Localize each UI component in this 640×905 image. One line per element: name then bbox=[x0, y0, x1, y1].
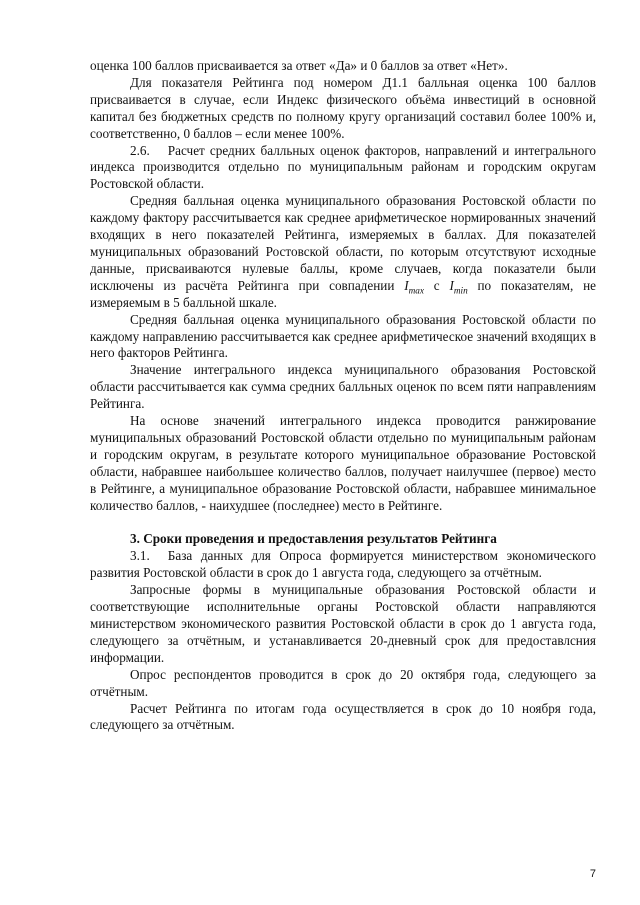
paragraph-survey-deadline: Опрос респондентов проводится в срок до 20 октября года, следующего за отчётным. bbox=[90, 666, 596, 699]
paragraph-text: Средняя балльная оценка муниципального образования Ростовской области по каждому фактору рассчитывается как среднее арифметическое нормированных значений входящих в него показателей Рейтинга, измеряемых в баллах. Для показателей муниципальных образований Ростовской области, по которым отсутствуют исходные данные, присваиваются нулевые баллы, кроме случаев, когда показатели были исключены из расчёта Рейтинга при совпадении bbox=[90, 193, 596, 293]
paragraph-factor-score bbox=[90, 193, 596, 311]
paragraph-integral-index: Значение интегрального индекса муниципального образования Ростовской области рассчитывается как сумма средних балльных оценок по всем пяти направлениям Рейтинга. bbox=[90, 362, 596, 412]
paragraph-request-forms: Запросные формы в муниципальные образования Ростовской области и соответствующие исполнительные органы Ростовской области направляются министерством экономического развития Ростовской области в срок до 1 августа года, следующего за отчётным, и устанавливается 20-дневный срок для предоставлсния информации. bbox=[90, 582, 596, 665]
paragraph-ranking: На основе значений интегрального индекса проводится ранжирование муниципальных образований Ростовской области отдельно по муниципальным районам и городским округам, в результате которого муниципальное образование Ростовской области, набравшее наибольшее количество баллов, получает наилучшее (первое) место в Рейтинге, а муниципальное образование Ростовской области, набравшее минимальное количество баллов, - наихудшее (последнее) место в Рейтинге. bbox=[90, 413, 596, 513]
paragraph-2-6 bbox=[90, 143, 596, 194]
clause-text: База данных для Опроса формируется министерством экономического развития Ростовской области в срок до 1 августа года, следующего за отчётным. bbox=[90, 548, 596, 581]
section-heading: 3. Сроки проведения и предоставления результатов Рейтинга bbox=[130, 531, 497, 547]
variable-i-min bbox=[449, 277, 468, 296]
paragraph-direction-score: Средняя балльная оценка муниципального образования Ростовской области по каждому направлению рассчитывается как среднее арифметическое значений входящих в него факторов Рейтинга. bbox=[90, 311, 596, 361]
variable-subscript: max bbox=[408, 285, 424, 296]
variable-symbol: I bbox=[449, 277, 454, 293]
clause-number: 2.6. bbox=[130, 142, 150, 158]
variable-symbol: I bbox=[404, 277, 409, 293]
paragraph-text: с bbox=[424, 277, 450, 293]
page-number: 7 bbox=[589, 868, 596, 880]
paragraph-3-1 bbox=[90, 548, 596, 582]
document-body bbox=[90, 58, 596, 734]
paragraph-continuation: оценка 100 баллов присваивается за ответ «Да» и 0 баллов за ответ «Нет». bbox=[90, 58, 508, 73]
variable-i-max bbox=[404, 277, 424, 296]
paragraph-d11-rule: Для показателя Рейтинга под номером Д1.1 балльная оценка 100 баллов присваивается в случае, если Индекс физического объёма инвестиций в основной капитал без бюджетных средств по полному кругу организаций составил более 100% и, соответственно, 0 баллов – если менее 100%. bbox=[90, 74, 596, 141]
clause-text: Расчет средних балльных оценок факторов, направлений и интегрального индекса производится отдельно по муниципальным районам и городским округам Ростовской области. bbox=[90, 142, 596, 192]
variable-subscript: min bbox=[453, 285, 468, 296]
clause-number: 3.1. bbox=[130, 548, 150, 564]
paragraph-text: по показателям, не измеряемым в 5 балльной шкале. bbox=[90, 277, 596, 310]
paragraph-rating-deadline: Расчет Рейтинга по итогам года осуществляется в срок до 10 ноября года, следующего за отчётным. bbox=[90, 700, 596, 733]
